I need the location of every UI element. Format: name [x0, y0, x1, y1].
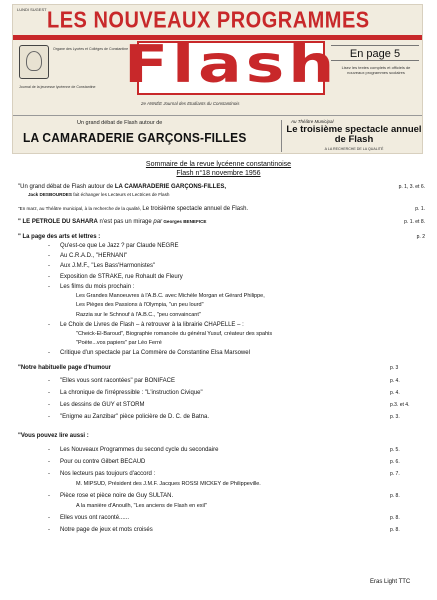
- list-item: - Aux J.M.F., "Les Bass'Harmonistes": [60, 262, 400, 270]
- banner: [13, 5, 423, 35]
- sub-list-item: M. MIPSUD, Président des J.M.F. Jacques ROSSI MICKEY de Philippeville.: [76, 481, 261, 487]
- list-item: - Nos lecteurs pas toujours d'accord :: [60, 470, 400, 478]
- entry-arts-heading: [18, 233, 425, 241]
- entry-debate-detail: [28, 191, 435, 199]
- section-heading: "Notre habituelle page d'humour: [18, 365, 111, 371]
- page-number: p. 7.: [390, 471, 400, 477]
- list-item: - Pour ou contre Gilbert BECAUD: [60, 458, 400, 466]
- signature: Eras Light TTC: [370, 579, 411, 585]
- spectacle-kicker: Au Théâtre Municipal: [291, 119, 334, 124]
- page-number: p.3. et 4.: [390, 402, 410, 408]
- list-item: - Le Choix de Livres de Flash – à retrouver à la librairie CHAPELLE – :: [60, 321, 400, 329]
- entry-spectacle: [18, 205, 425, 213]
- summary-issue: Flash n°18 novembre 1956: [176, 170, 261, 177]
- sub-list-item: Les Grandes Manoeuvres à l'A.B.C. avec Michèle Morgan et Gérard Philippe,: [76, 293, 265, 299]
- list-item: - "Elles vous sont racontées" par BONIFACE: [60, 377, 400, 385]
- sub-list-item: Razzia sur le Schnouf à l'A.B.C., "peu convaincant": [76, 312, 201, 318]
- page-number: p. 4.: [390, 390, 400, 396]
- newspaper-masthead-clipping: [12, 4, 423, 154]
- entry-text: "En marz, au Théâtre municipal, à la recherche de la qualité,: [18, 206, 143, 211]
- entry-debate: [18, 183, 425, 191]
- entry-text: "Un grand débat de Flash autour de: [18, 184, 115, 190]
- list-item: - Les films du mois prochain :: [60, 283, 400, 291]
- page-number: p. 2: [416, 234, 425, 240]
- sub-list-item: "Cheick-El-Baroud", Biographie romancée du général Yusuf, créateur des spahis: [76, 331, 273, 337]
- banner-title: LES NOUVEAUX PROGRAMMES: [47, 8, 370, 34]
- list-item: - Elles vous ont raconté......: [60, 514, 400, 522]
- list-item: - Les dessins de GUY et STORM: [60, 401, 400, 409]
- summary-title: Sommaire de la revue lycéenne constantinoise: [145, 161, 292, 168]
- entry-text: n'est pas un mirage: [97, 219, 154, 225]
- entry-petrole: [18, 218, 425, 226]
- section-heading: "Vous pouvez lire aussi :: [18, 433, 89, 439]
- page-number: p. 8.: [390, 527, 400, 533]
- entry-bold: LA CAMARADERIE GARÇONS-FILLES,: [114, 184, 226, 190]
- left-column-text: Organe des Lycées et Collèges de Constantine: [53, 47, 129, 51]
- page-number: p. 1.: [415, 206, 425, 212]
- flash-logo: [123, 35, 339, 95]
- list-item: - Pièce rose et pièce noire de Guy SULTAN.: [60, 492, 400, 500]
- entry-bold: Jack DESBOURDES: [28, 192, 72, 197]
- list-item: - Qu'est-ce que Le Jazz ? par Claude NEGRE: [60, 242, 400, 250]
- headline-divider: [281, 120, 282, 152]
- debate-kicker: Un grand débat de Flash autour de: [77, 120, 163, 126]
- headline-row: [13, 115, 423, 154]
- page-number: p. 8.: [390, 515, 400, 521]
- entry-text: fait échanger les Lecteurs et Lectrices de Flash: [71, 192, 170, 197]
- banner-small-text: LUNDI SUGEST: [17, 7, 47, 12]
- masthead-right-column: [331, 43, 421, 109]
- sub-list-item: A la manière d'Anouilh, "Les anciens de Flash en exil": [76, 503, 207, 509]
- list-item: - Exposition de STRAKE, rue Rohault de Fleury: [60, 273, 400, 281]
- list-item: - "Enigme au Zanzibar" pièce policière de D. C. de Batna.: [60, 413, 400, 421]
- list-item: - Au C.R.A.D., "HERNANI": [60, 252, 400, 260]
- entry-humour-heading: [18, 364, 425, 372]
- list-item: - La chronique de l'irrépressible : "L'instruction Civique": [60, 389, 400, 397]
- page-number: p. 8.: [390, 493, 400, 499]
- page-number: p. 1, 3. et 6.: [398, 184, 425, 190]
- right-column-text: Lisez les textes complets et officiels de nouveaux programmes scolaires: [341, 65, 411, 75]
- entry-bold: Georges BENEFICE: [162, 219, 207, 224]
- list-item: - Les Nouveaux Programmes du second cycle du secondaire: [60, 446, 400, 454]
- spectacle-headline: Le troisième spectacle annuel de Flash: [286, 124, 422, 145]
- spectacle-tagline: A LA RECHERCHE DE LA QUALITÉ: [324, 147, 384, 151]
- sub-list-item: Les Pièges des Passions à l'Olympia, "un peu lourd": [76, 302, 204, 308]
- page-reference: En page 5: [331, 45, 419, 61]
- sub-list-item: "Poète...vos papiers" par Léo Ferré: [76, 340, 162, 346]
- left-column-bottom-text: Journal de la jeunesse lycéenne de Constantine: [19, 85, 96, 89]
- crest-icon: [19, 45, 49, 79]
- list-item: - Critique d'un spectacle par La Commère de Constantine Elsa Marsowel: [60, 349, 400, 357]
- list-item: - Notre page de jeux et mots croisés: [60, 526, 400, 534]
- entry-text: Le troisième spectacle annuel de Flash.: [142, 206, 249, 212]
- page-number: p. 5.: [390, 447, 400, 453]
- masthead-subtitle: 2e ANNÉE Journal des Etudiants du Constantinois: [141, 101, 240, 106]
- page-number: p. 3.: [390, 414, 400, 420]
- page-number: p. 4.: [390, 378, 400, 384]
- page-number: p. 6.: [390, 459, 400, 465]
- flash-logo-text: Flash: [123, 35, 339, 95]
- section-heading: " La page des arts et lettres :: [18, 234, 101, 240]
- entry-bold: " LE PETROLE DU SAHARA: [18, 219, 98, 225]
- entry-italic: par: [153, 219, 163, 225]
- page-number: p. 3: [390, 365, 399, 371]
- page-number: p. 1. et 8.: [404, 219, 425, 225]
- debate-headline: LA CAMARADERIE GARÇONS-FILLES: [23, 130, 247, 145]
- entry-lire-heading: [18, 432, 425, 440]
